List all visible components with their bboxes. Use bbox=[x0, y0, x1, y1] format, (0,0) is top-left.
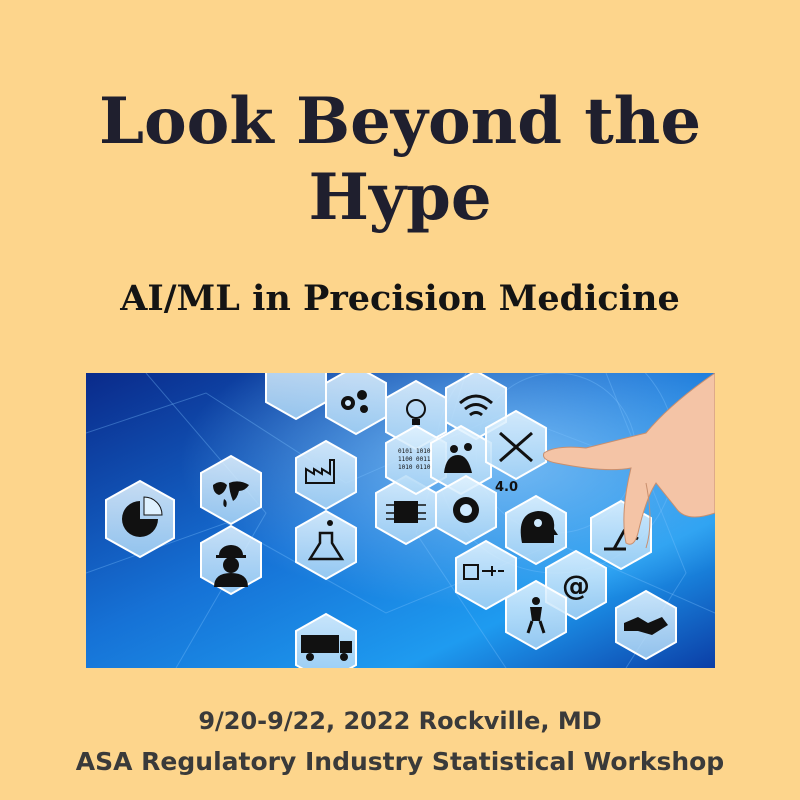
title-line-1: Look Beyond the bbox=[98, 84, 702, 159]
svg-text:1100 0011: 1100 0011 bbox=[398, 456, 431, 463]
subtitle: AI/ML in Precision Medicine bbox=[120, 278, 680, 319]
svg-text:1010 0110: 1010 0110 bbox=[398, 464, 431, 471]
event-dates: 9/20-9/22, 2022 Rockville, MD bbox=[198, 707, 602, 735]
at-icon bbox=[562, 569, 590, 602]
binary-icon bbox=[398, 448, 431, 471]
industry-badge: 4.0 bbox=[495, 480, 519, 495]
hero-image bbox=[86, 373, 715, 668]
svg-text:0101 1010: 0101 1010 bbox=[398, 448, 431, 455]
svg-text:@: @ bbox=[562, 569, 590, 602]
title-line-2: Hype bbox=[308, 160, 492, 235]
service-gear-icon bbox=[453, 497, 479, 523]
event-name: ASA Regulatory Industry Statistical Workshop bbox=[75, 747, 725, 776]
